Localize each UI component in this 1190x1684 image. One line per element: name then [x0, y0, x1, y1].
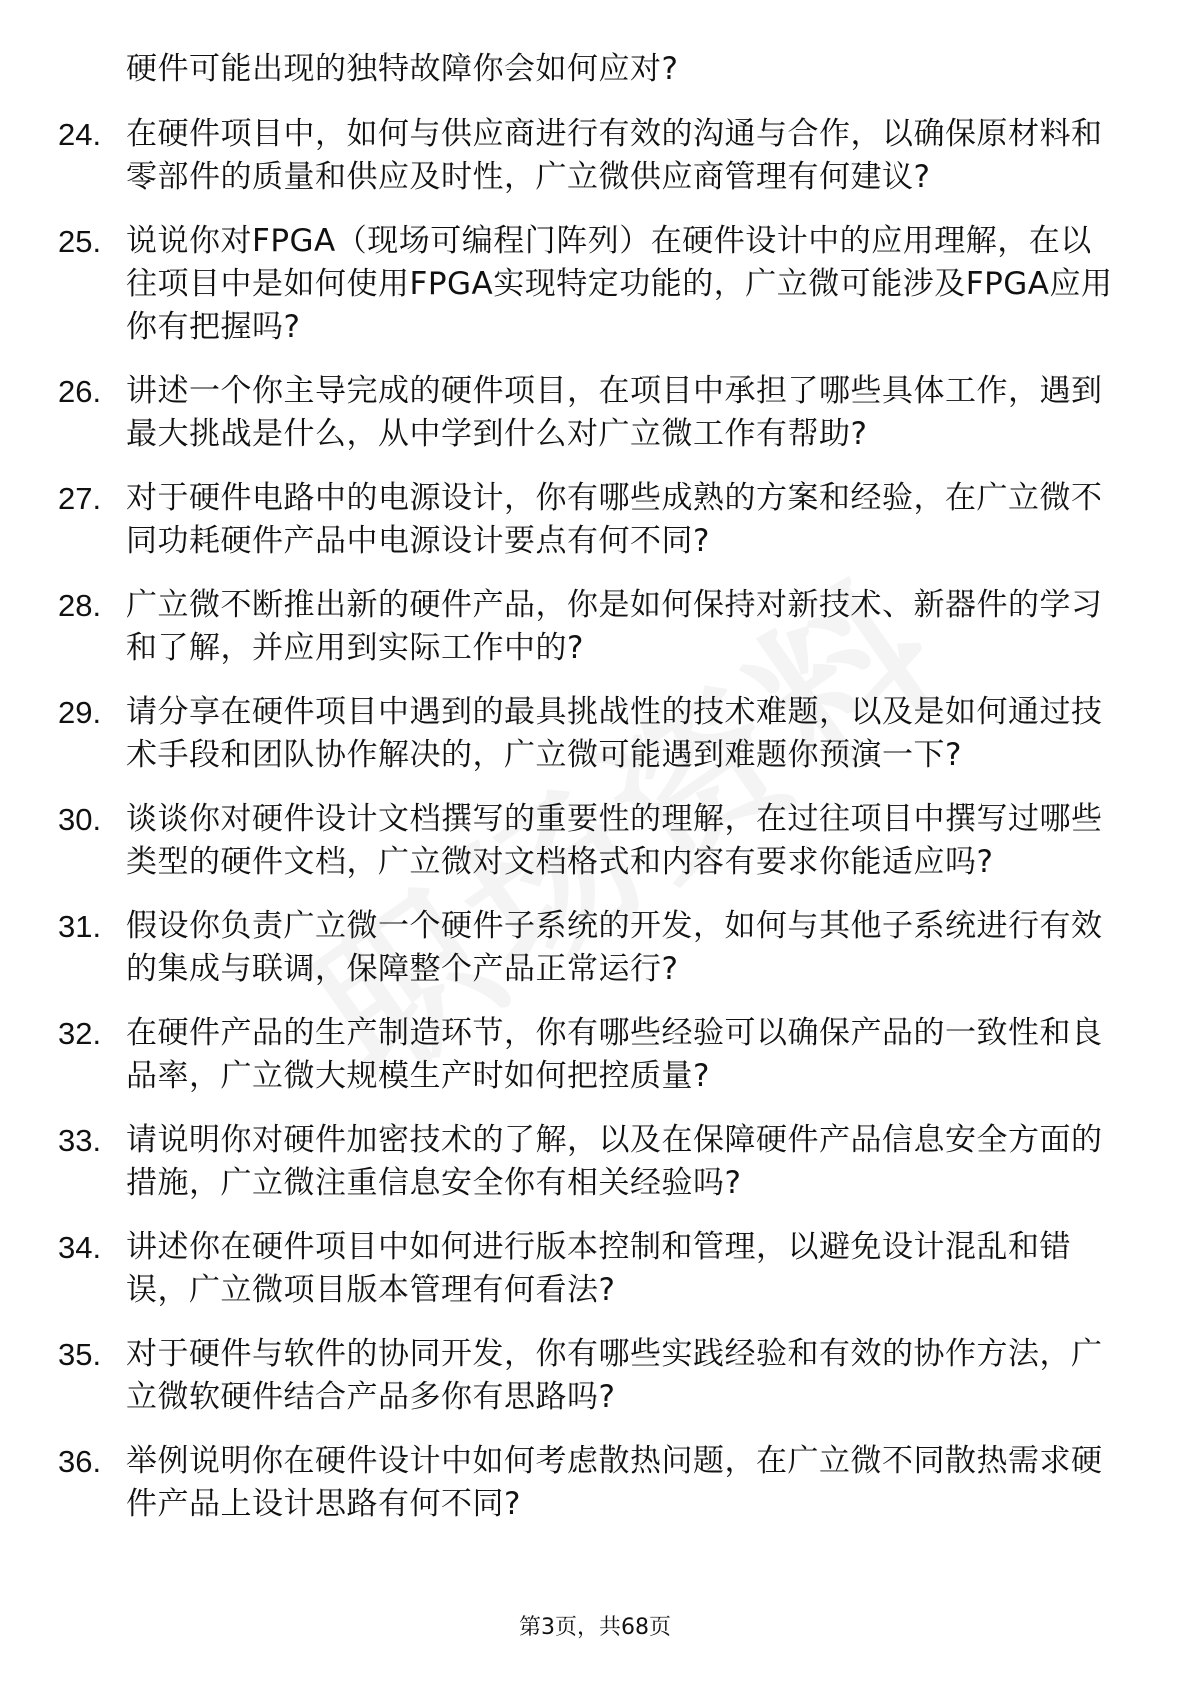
- question-text: 广立微不断推出新的硬件产品，你是如何保持对新技术、新器件的学习和了解，并应用到实际工作中的?: [126, 587, 1103, 666]
- question-text: 假设你负责广立微一个硬件子系统的开发，如何与其他子系统进行有效的集成与联调，保障整个产品正常运行?: [126, 908, 1103, 987]
- question-item: [58, 1440, 1118, 1526]
- question-number: 32.: [58, 1016, 102, 1051]
- question-text: 对于硬件与软件的协同开发，你有哪些实践经验和有效的协作方法，广立微软硬件结合产品多你有思路吗?: [126, 1336, 1103, 1415]
- page-footer: 第3页，共68页: [519, 1615, 671, 1640]
- question-text: 说说你对FPGA（现场可编程门阵列）在硬件设计中的应用理解，在以往项目中是如何使用FPGA实现特定功能的，广立微可能涉及FPGA应用你有把握吗?: [126, 223, 1113, 345]
- question-number: 24.: [58, 117, 102, 152]
- question-text: 在硬件产品的生产制造环节，你有哪些经验可以确保产品的一致性和良品率，广立微大规模生产时如何把控质量?: [126, 1015, 1103, 1094]
- question-text: 讲述一个你主导完成的硬件项目，在项目中承担了哪些具体工作，遇到最大挑战是什么，从中学到什么对广立微工作有帮助?: [126, 373, 1103, 452]
- question-text: 在硬件项目中，如何与供应商进行有效的沟通与合作，以确保原材料和零部件的质量和供应及时性，广立微供应商管理有何建议?: [126, 116, 1103, 195]
- question-number: 33.: [58, 1123, 102, 1158]
- continued-question-text: 硬件可能出现的独特故障你会如何应对?: [126, 51, 679, 87]
- question-item: [58, 477, 1118, 563]
- question-number: 31.: [58, 909, 102, 944]
- question-number: 26.: [58, 374, 102, 409]
- question-text: 请分享在硬件项目中遇到的最具挑战性的技术难题，以及是如何通过技术手段和团队协作解决的，广立微可能遇到难题你预演一下?: [126, 694, 1103, 773]
- question-item: [58, 905, 1118, 991]
- question-number: 27.: [58, 481, 102, 516]
- question-item: [58, 113, 1118, 199]
- question-text: 谈谈你对硬件设计文档撰写的重要性的理解，在过往项目中撰写过哪些类型的硬件文档，广立微对文档格式和内容有要求你能适应吗?: [126, 801, 1103, 880]
- question-item: [58, 584, 1118, 670]
- question-item: [58, 1119, 1118, 1205]
- question-number: 25.: [58, 224, 102, 259]
- question-number: 35.: [58, 1337, 102, 1372]
- question-item: [58, 691, 1118, 777]
- question-item: [58, 1012, 1118, 1098]
- question-list: [58, 48, 1118, 1547]
- question-text: 请说明你对硬件加密技术的了解，以及在保障硬件产品信息安全方面的措施，广立微注重信息安全你有相关经验吗?: [126, 1122, 1103, 1201]
- question-number: 34.: [58, 1230, 102, 1265]
- question-item: [58, 1226, 1118, 1312]
- question-item: [58, 1333, 1118, 1419]
- question-number: 30.: [58, 802, 102, 837]
- question-item: [58, 798, 1118, 884]
- question-item: [58, 220, 1118, 349]
- question-item: [58, 370, 1118, 456]
- question-number: 29.: [58, 695, 102, 730]
- question-text: 对于硬件电路中的电源设计，你有哪些成熟的方案和经验，在广立微不同功耗硬件产品中电源设计要点有何不同?: [126, 480, 1103, 559]
- question-text: 讲述你在硬件项目中如何进行版本控制和管理，以避免设计混乱和错误，广立微项目版本管理有何看法?: [126, 1229, 1071, 1308]
- question-number: 36.: [58, 1444, 102, 1479]
- question-text: 举例说明你在硬件设计中如何考虑散热问题，在广立微不同散热需求硬件产品上设计思路有何不同?: [126, 1443, 1103, 1522]
- question-number: 28.: [58, 588, 102, 623]
